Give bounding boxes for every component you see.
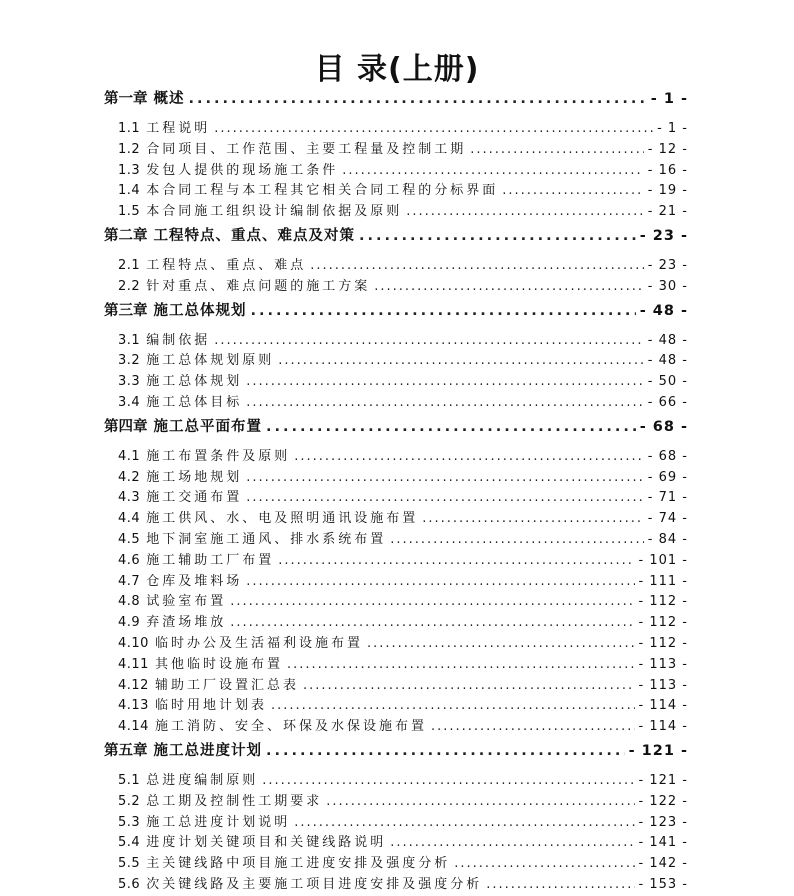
section-page-number: - 121 -	[638, 772, 688, 788]
chapter-title: 概述	[153, 91, 185, 107]
dot-leader	[271, 696, 635, 717]
chapter-title: 工程特点、重点、难点及对策	[153, 227, 355, 244]
section-page-number: - 141 -	[638, 835, 688, 851]
toc-section-row[interactable]	[104, 592, 688, 613]
section-title: 其他临时设施布置	[154, 656, 283, 672]
section-title: 本合同工程与本工程其它相关合同工程的分标界面	[146, 183, 499, 199]
section-number: 4.7	[118, 573, 141, 589]
section-page-number: - 71 -	[647, 490, 688, 506]
dot-leader	[262, 771, 634, 792]
dot-leader	[246, 488, 644, 509]
dot-leader	[326, 792, 634, 813]
section-title: 施工供风、水、电及照明通讯设施布置	[146, 511, 419, 527]
toc-section-row[interactable]	[104, 447, 688, 468]
section-title: 总工期及控制性工期要求	[146, 793, 323, 809]
section-number: 1.3	[118, 162, 141, 178]
section-number: 2.1	[118, 257, 141, 273]
section-title: 试验室布置	[146, 594, 227, 610]
dot-leader	[502, 181, 644, 202]
dot-leader	[367, 634, 635, 655]
dot-leader	[342, 161, 644, 182]
toc-section-row[interactable]	[104, 161, 688, 182]
dot-leader	[359, 223, 636, 249]
section-page-number: - 142 -	[638, 856, 688, 872]
section-page-number: - 48 -	[647, 353, 688, 369]
section-page-number: - 69 -	[647, 469, 688, 485]
section-number: 5.5	[118, 856, 141, 872]
toc-section-row[interactable]	[104, 655, 688, 676]
toc-section-row[interactable]	[104, 833, 688, 854]
toc-section-row[interactable]	[104, 181, 688, 202]
section-page-number: - 84 -	[647, 531, 688, 547]
dot-leader	[294, 447, 644, 468]
section-title: 合同项目、工作范围、主要工程量及控制工期	[146, 141, 467, 157]
section-number: 4.9	[118, 615, 141, 631]
section-title: 临时用地计划表	[154, 698, 267, 714]
toc-section-row[interactable]	[104, 140, 688, 161]
section-title: 仓库及堆料场	[146, 573, 243, 589]
section-title: 总进度编制原则	[146, 772, 259, 788]
toc-section-row[interactable]	[104, 488, 688, 509]
dot-leader	[246, 572, 634, 593]
section-number: 4.1	[118, 448, 141, 464]
toc-section-row[interactable]	[104, 509, 688, 530]
dot-leader	[431, 717, 635, 738]
dot-leader	[266, 738, 625, 764]
section-title: 施工辅助工厂布置	[146, 552, 275, 568]
dot-leader	[230, 613, 634, 634]
dot-leader	[310, 256, 644, 277]
section-page-number: - 74 -	[647, 511, 688, 527]
dot-leader	[303, 676, 635, 697]
section-page-number: - 113 -	[638, 677, 688, 693]
section-number: 3.2	[118, 353, 141, 369]
section-number: 1.4	[118, 183, 141, 199]
section-page-number: - 153 -	[638, 876, 688, 892]
chapter-title: 施工总体规划	[153, 302, 247, 319]
dot-leader	[189, 86, 647, 112]
section-number: 4.13	[118, 698, 149, 714]
section-number: 5.2	[118, 793, 141, 809]
chapter-number: 第四章	[104, 418, 148, 435]
toc-section-row[interactable]	[104, 393, 688, 414]
section-page-number: - 23 -	[647, 257, 688, 273]
section-number: 4.3	[118, 490, 141, 506]
section-number: 4.4	[118, 511, 141, 527]
dot-leader	[374, 277, 644, 298]
dot-leader	[454, 854, 634, 875]
section-number: 5.3	[118, 814, 141, 830]
section-page-number: - 112 -	[638, 594, 688, 610]
section-page-number: - 16 -	[647, 162, 688, 178]
page-title: 目 录(上册)	[314, 52, 480, 87]
section-title: 本合同施工组织设计编制依据及原则	[146, 204, 403, 220]
section-title: 施工总进度计划说明	[146, 814, 291, 830]
section-page-number: - 66 -	[647, 394, 688, 410]
section-page-number: - 112 -	[638, 635, 688, 651]
toc-section-row[interactable]	[104, 468, 688, 489]
toc-chapter-row[interactable]	[104, 298, 688, 324]
section-page-number: - 1 -	[657, 121, 688, 136]
dot-leader	[422, 509, 644, 530]
toc-section-row[interactable]	[104, 792, 688, 813]
section-title: 发包人提供的现场施工条件	[146, 162, 339, 178]
section-title: 临时办公及生活福利设施布置	[154, 635, 363, 651]
section-page-number: - 12 -	[647, 141, 688, 157]
section-title: 施工总体规划原则	[146, 353, 275, 369]
toc-section-row[interactable]	[104, 331, 688, 352]
toc-chapter-row[interactable]	[104, 414, 688, 440]
section-title: 施工总体目标	[146, 394, 243, 410]
dot-leader	[406, 202, 644, 223]
chapter-page-number: - 1 -	[650, 91, 688, 107]
section-number: 4.8	[118, 594, 141, 610]
section-page-number: - 101 -	[638, 552, 688, 568]
section-number: 4.6	[118, 552, 141, 568]
section-page-number: - 30 -	[647, 278, 688, 294]
toc-section-row[interactable]	[104, 676, 688, 697]
section-page-number: - 113 -	[638, 656, 688, 672]
section-number: 5.4	[118, 835, 141, 851]
chapter-title: 施工总平面布置	[153, 418, 262, 435]
section-page-number: - 21 -	[647, 204, 688, 220]
dot-leader	[287, 655, 635, 676]
section-number: 4.2	[118, 469, 141, 485]
dot-leader	[214, 331, 644, 352]
toc-section-row[interactable]	[104, 202, 688, 223]
section-number: 3.1	[118, 332, 141, 348]
toc-section-row[interactable]	[104, 717, 688, 738]
dot-leader	[266, 414, 636, 440]
section-number: 4.5	[118, 531, 141, 547]
toc-section-row[interactable]	[104, 119, 688, 140]
section-page-number: - 19 -	[647, 183, 688, 199]
toc-section-row[interactable]	[104, 351, 688, 372]
section-title: 地下洞室施工通风、排水系统布置	[146, 531, 387, 547]
section-title: 工程说明	[146, 121, 211, 136]
dot-leader	[278, 351, 644, 372]
dot-leader	[294, 813, 634, 834]
toc-chapter-row[interactable]	[104, 223, 688, 249]
chapter-page-number: - 23 -	[639, 227, 688, 244]
toc-section-row[interactable]	[104, 854, 688, 875]
dot-leader	[486, 875, 634, 896]
section-page-number: - 114 -	[638, 719, 688, 735]
dot-leader	[214, 119, 653, 140]
section-title: 辅助工厂设置汇总表	[154, 677, 299, 693]
dot-leader	[246, 468, 644, 489]
chapter-page-number: - 48 -	[639, 302, 688, 319]
chapter-title: 施工总进度计划	[153, 742, 262, 759]
chapter-page-number: - 68 -	[639, 418, 688, 435]
toc-section-row[interactable]	[104, 696, 688, 717]
section-number: 3.3	[118, 374, 141, 390]
chapter-number: 第二章	[104, 227, 148, 244]
dot-leader	[390, 530, 644, 551]
section-title: 施工场地规划	[146, 469, 243, 485]
chapter-number: 第一章	[104, 91, 148, 107]
toc-section-row[interactable]	[104, 530, 688, 551]
section-number: 5.6	[118, 876, 141, 892]
section-page-number: - 114 -	[638, 698, 688, 714]
toc-section-row[interactable]	[104, 572, 688, 593]
section-title: 施工布置条件及原则	[146, 448, 291, 464]
chapter-number: 第五章	[104, 742, 148, 759]
toc-chapter-row[interactable]	[104, 86, 688, 112]
toc-chapter-row[interactable]	[104, 738, 688, 764]
toc-section-row[interactable]	[104, 813, 688, 834]
dot-leader	[246, 393, 644, 414]
toc-section-row[interactable]	[104, 771, 688, 792]
toc-section-row[interactable]	[104, 372, 688, 393]
dot-leader	[230, 592, 634, 613]
dot-leader	[278, 551, 634, 572]
dot-leader	[470, 140, 644, 161]
section-page-number: - 48 -	[647, 332, 688, 348]
section-page-number: - 111 -	[638, 573, 688, 589]
section-page-number: - 122 -	[638, 793, 688, 809]
section-title: 次关键线路及主要施工项目进度安排及强度分析	[146, 876, 483, 892]
section-number: 4.11	[118, 656, 149, 672]
section-number: 5.1	[118, 772, 141, 788]
section-number: 3.4	[118, 394, 141, 410]
section-number: 1.2	[118, 141, 141, 157]
section-page-number: - 112 -	[638, 615, 688, 631]
section-title: 施工交通布置	[146, 490, 243, 506]
section-number: 4.14	[118, 719, 149, 735]
chapter-page-number: - 121 -	[628, 742, 688, 759]
section-number: 4.12	[118, 677, 149, 693]
section-title: 针对重点、难点问题的施工方案	[146, 278, 371, 294]
section-title: 工程特点、重点、难点	[146, 257, 307, 273]
toc-section-row[interactable]	[104, 256, 688, 277]
section-title: 编制依据	[146, 332, 211, 348]
toc-section-row[interactable]	[104, 875, 688, 896]
section-page-number: - 123 -	[638, 814, 688, 830]
section-number: 2.2	[118, 278, 141, 294]
section-number: 1.5	[118, 204, 141, 220]
section-title: 施工消防、安全、环保及水保设施布置	[154, 719, 427, 735]
section-title: 进度计划关键项目和关键线路说明	[146, 835, 387, 851]
dot-leader	[251, 298, 636, 324]
section-title: 施工总体规划	[146, 374, 243, 390]
table-of-contents	[104, 86, 688, 896]
toc-section-row[interactable]	[104, 634, 688, 655]
toc-section-row[interactable]	[104, 551, 688, 572]
dot-leader	[246, 372, 644, 393]
section-title: 主关键线路中项目施工进度安排及强度分析	[146, 856, 451, 872]
section-number: 1.1	[118, 121, 141, 136]
section-page-number: - 50 -	[647, 374, 688, 390]
dot-leader	[390, 833, 634, 854]
section-number: 4.10	[118, 635, 149, 651]
chapter-number: 第三章	[104, 302, 148, 319]
section-page-number: - 68 -	[647, 448, 688, 464]
toc-section-row[interactable]	[104, 277, 688, 298]
section-title: 弃渣场堆放	[146, 615, 227, 631]
toc-section-row[interactable]	[104, 613, 688, 634]
